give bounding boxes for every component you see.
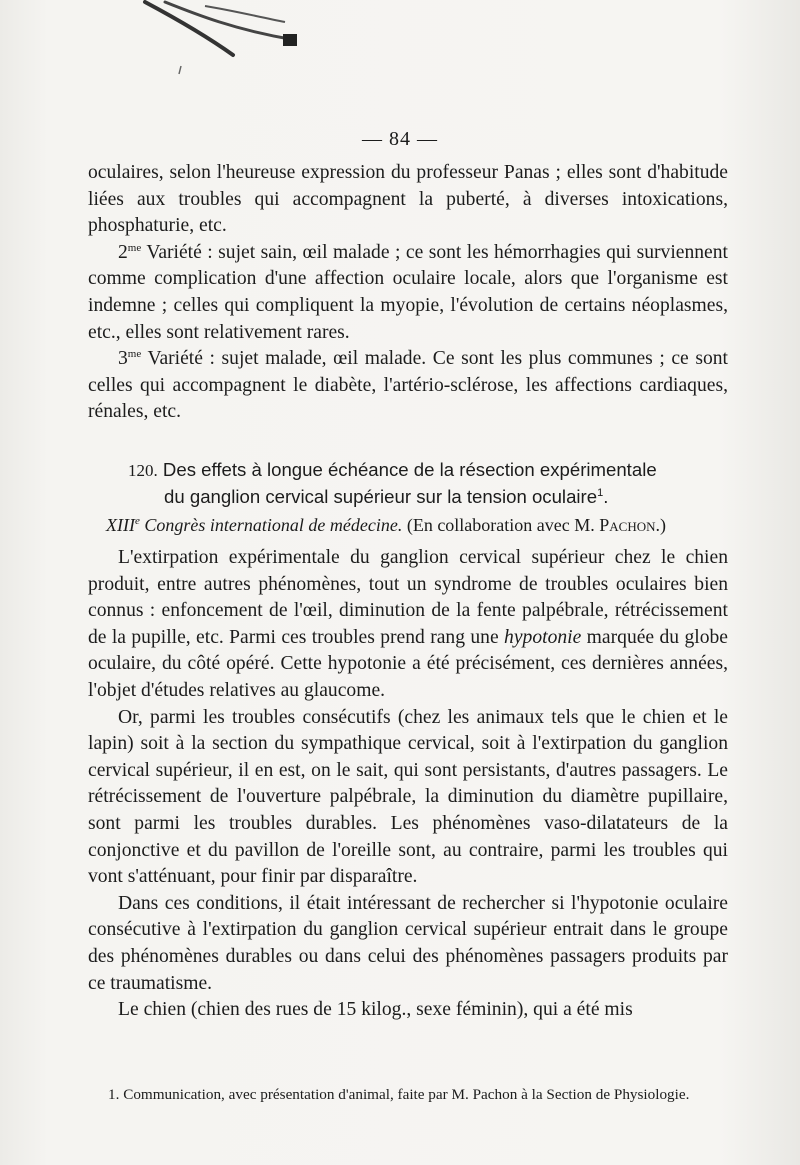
footnote-number: 1.: [108, 1086, 120, 1103]
section-title-line-2: du ganglion cervical supérieur sur la tension oculaire$^1$.: [164, 486, 609, 507]
variety-3-paragraph: $3^{me}$ Variété : sujet malade, œil malade. Ce sont les plus communes ; ce sont celles qui accompagnent le diabète, l'artério-sclérose, les affections cardiaques, rénales, etc.: [88, 348, 728, 423]
intro-block: [88, 160, 728, 426]
page-number: — 84 —: [362, 128, 438, 150]
body-paragraph-4: Le chien (chien des rues de 15 kilog., sexe féminin), qui a été mis: [118, 999, 633, 1021]
congress-line: XIIIe Congrès international de médecine. (En collaboration avec M. Pachon.): [106, 515, 666, 535]
section-number: 120.: [128, 461, 158, 480]
footnote: 1. Communication, avec présentation d'animal, faite par M. Pachon à la Section de Physiologie.: [88, 1085, 728, 1105]
section-heading: [128, 457, 748, 510]
body-paragraph-1: L'extirpation expérimentale du ganglion cervical supérieur chez le chien produit, entre autres phénomènes, tout un syndrome de troubles oculaires bien connus : enfoncement de l'œil, diminution de la fente palpébrale, rétrécissement de la pupille, etc. Parmi ces troubles prend rang une hypotonie marquée du globe oculaire, du côté opéré. Cette hypotonie a été précisément, ces dernières années, l'objet d'études relatives au glaucome.: [88, 547, 728, 701]
section-title-line-1: 120. Des effets à longue échéance de la résection expérimentale: [128, 459, 657, 480]
continued-paragraph: oculaires, selon l'heureuse expression du professeur Panas ; elles sont d'habitude liées aux troubles qui accompagnent la puberté, à diverses intoxications, phosphaturie, etc.: [88, 162, 728, 237]
body-paragraph-3: Dans ces conditions, il était intéressant de rechercher si l'hypotonie oculaire consécutive à l'extirpation du ganglion cervical supérieur entrait dans le groupe des phénomènes durables ou dans celui des phénomènes passagers produits par ce traumatisme.: [88, 892, 728, 994]
section-body: [88, 545, 728, 1024]
author-name: Pachon: [599, 515, 656, 535]
footnote-mark: 1: [597, 487, 604, 499]
handwritten-scribble: [135, 0, 315, 75]
body-paragraph-2: Or, parmi les troubles consécutifs (chez les animaux tels que le chien et le lapin) soit à la section du sympathique cervical, soit à l'extirpation du ganglion cervical supérieur, il en est, on le sait, qui sont persistants, d'autres passagers. Le rétrécissement de l'ouverture palpébrale, la diminution du diamètre pupillaire, sont parmi les troubles durables. Les phénomènes vaso-dilatateurs de la conjonctive et du pavillon de l'oreille sont, au contraire, parmi les troubles qui vont s'atténuant, pour finir par disparaître.: [88, 706, 728, 888]
variety-2-paragraph: $2^{me}$ Variété : sujet sain, œil malade ; ce sont les hémorrhagies qui surviennent comme complication d'une affection oculaire locale, alors que l'organisme est indemne ; celles qui compliquent la myopie, l'évolution de certains néoplasmes, etc., elles sont relativement rares.: [88, 241, 728, 343]
